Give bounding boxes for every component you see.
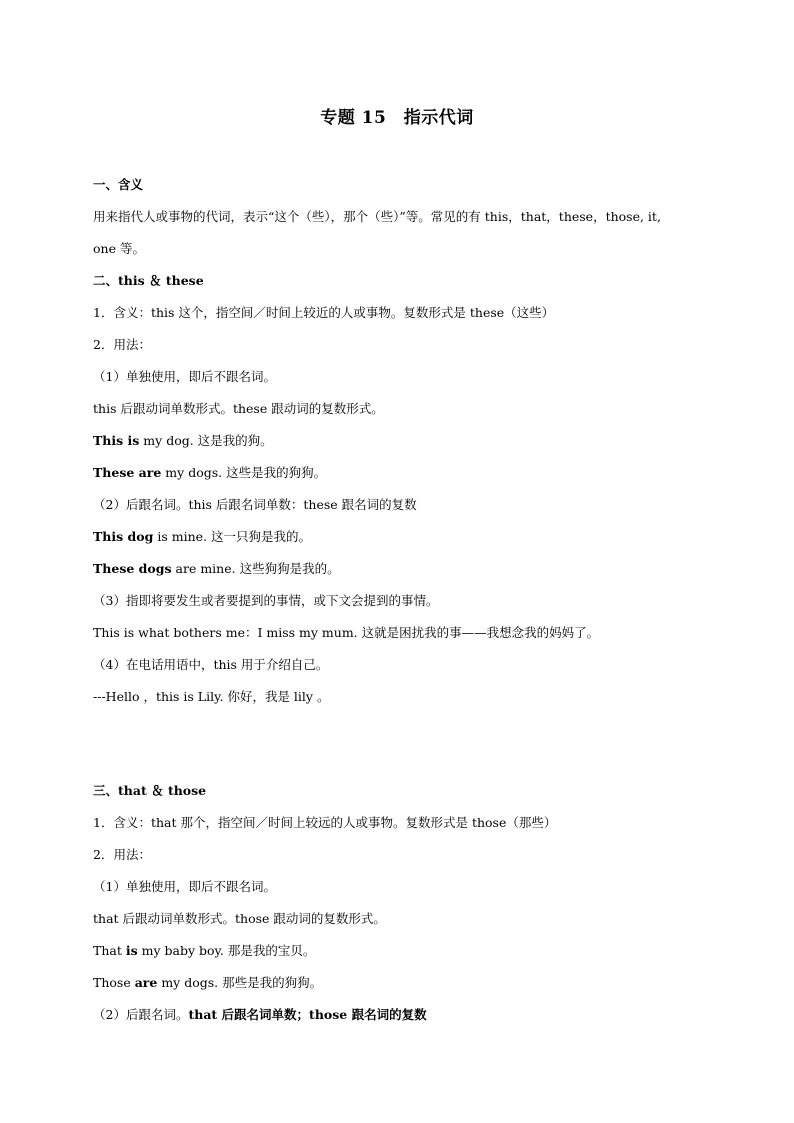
paragraph-line: （2）后跟名词。this 后跟名词单数：these 跟名词的复数 xyxy=(93,497,417,512)
paragraph-line: （1）单独使用，即后不跟名词。 xyxy=(93,879,276,894)
example-sentence xyxy=(93,942,713,960)
example-sentence xyxy=(93,974,713,992)
paragraph-line: （3）指即将要发生或者要提到的事情，或下文会提到的事情。 xyxy=(93,593,439,608)
paragraph-line: （4）在电话用语中，this 用于介绍自己。 xyxy=(93,657,329,672)
example-bold: This dog xyxy=(93,529,154,544)
example-bold: These dogs xyxy=(93,561,172,576)
paragraph-line: This is what bothers me：I miss my mum. 这就是困扰我的事——我想念我的妈妈了。 xyxy=(93,625,600,640)
paragraph-line: 1．含义：this 这个，指空间／时间上较近的人或事物。复数形式是 these（这些） xyxy=(93,305,555,320)
paragraph-line: 1．含义：that 那个，指空间／时间上较远的人或事物。复数形式是 those（那些） xyxy=(93,815,557,830)
paragraph-line: 用来指代人或事物的代词，表示“这个（些），那个（些）”等。常见的有 this，that，these，those, it, xyxy=(93,209,661,224)
paragraph-line: this 后跟动词单数形式。these 跟动词的复数形式。 xyxy=(93,401,384,416)
section-heading-this-these: 二、this ＆ these xyxy=(93,273,204,288)
example-sentence xyxy=(93,432,713,450)
example-sentence xyxy=(93,464,713,482)
example-text: my baby boy. 那是我的宝贝。 xyxy=(137,943,316,958)
paragraph-line xyxy=(93,1006,713,1024)
paragraph-bold: that 后跟名词单数；those 跟名词的复数 xyxy=(188,1007,427,1022)
paragraph-line: 2．用法： xyxy=(93,847,151,862)
paragraph-line: 2．用法： xyxy=(93,337,151,352)
paragraph-line: （1）单独使用，即后不跟名词。 xyxy=(93,369,276,384)
paragraph-line: ---Hello ，this is Lily. 你好，我是 lily 。 xyxy=(93,689,330,704)
section-heading-that-those: 三、that ＆ those xyxy=(93,783,207,798)
example-bold: is xyxy=(125,943,138,958)
example-bold: This is xyxy=(93,433,140,448)
page-title: 专题 15 指示代词 xyxy=(320,108,474,128)
paragraph-line: one 等。 xyxy=(93,241,145,256)
example-sentence xyxy=(93,560,713,578)
example-text: is mine. 这一只狗是我的。 xyxy=(153,529,311,544)
paragraph-line: that 后跟动词单数形式。those 跟动词的复数形式。 xyxy=(93,911,386,926)
example-bold: These are xyxy=(93,465,162,480)
example-bold: are xyxy=(134,975,158,990)
example-text: my dog. 这是我的狗。 xyxy=(139,433,273,448)
paragraph-text: （2）后跟名词。 xyxy=(93,1007,189,1022)
example-text: Those xyxy=(93,975,135,990)
example-text: my dogs. 这些是我的狗狗。 xyxy=(161,465,327,480)
example-text: That xyxy=(93,943,126,958)
example-text: my dogs. 那些是我的狗狗。 xyxy=(157,975,323,990)
example-text: are mine. 这些狗狗是我的。 xyxy=(171,561,340,576)
section-heading-meaning: 一、含义 xyxy=(93,177,144,192)
example-sentence xyxy=(93,528,713,546)
